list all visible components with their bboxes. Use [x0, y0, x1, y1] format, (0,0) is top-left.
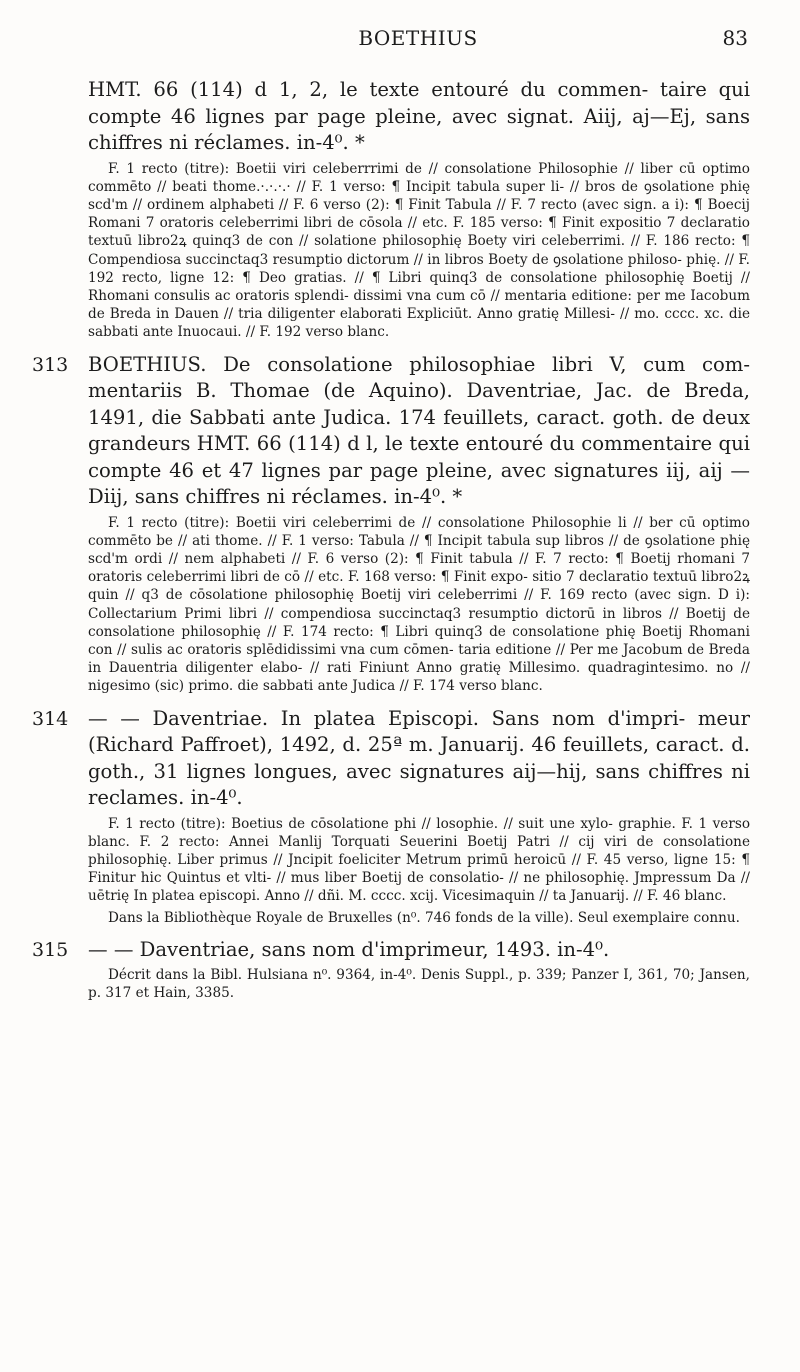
running-head — [88, 26, 748, 56]
entry-heading: BOETHIUS. De consolatione philosophiae libri V, cum com- mentariis B. Thomae (de Aquino). Daventriae, Jac. de Breda, 1491, die Sabbati ante Judica. 174 feuillets, caract. goth. de deux grandeurs HMT. 66 (114) d l, le texte entouré du commentaire qui compte 46 et 47 lignes par page pleine, avec signatures iij, aij —Diij, sans chiffres ni réclames. in-4⁰. * — [88, 352, 750, 509]
entry-number: 315 — [32, 938, 69, 961]
entry-description: F. 1 recto (titre): Boetius de cōsolatione phi // losophie. // suit une xylo- graphie. F. 1 verso blanc. F. 2 recto: Annei Manlij Torquati Seuerini Boetij Patri // cij viri de consolatione philosophię. Liber primus // Jncipit foeliciter Metrum primū heroicū // F. 45 verso, ligne 15: ¶ Finitur hic Quintus et vlti- // mus liber Boetij de consolatio- // ne philosophię. Jmpressum Da // uētrię In platea episcopi. Anno // dñi. M. cccc. xcij. Vicesimaquin // ta Januarij. // F. 46 blanc. — [88, 815, 750, 905]
entry-number: 314 — [32, 707, 69, 730]
entry-314 — [32, 706, 750, 927]
entry-heading: — — Daventriae. In platea Episcopi. Sans nom d'impri- meur (Richard Paffroet), 1492, d. 25ª m. Januarij. 46 feuillets, caract. d. goth., 31 lignes longues, avec signatures aij—hij, sans chiffres ni reclames. in-4⁰. — [88, 706, 750, 810]
entry-description: F. 1 recto (titre): Boetii viri celeberrimi de // consolatione Philosophie li // ber cū optimo commēto be // ati thome. // F. 1 verso: Tabula // ¶ Incipit tabula sup libros // de ꝯsolatione phię scd'm ordi // nem alphabeti // F. 6 verso (2): ¶ Finit tabula // F. 7 recto: ¶ Boetij rhomani 7 oratoris celeberrimi libri de cō // etc. F. 168 verso: ¶ Finit expo- sitio 7 declaratio textuū libro2ꝝ quin // q3 de cōsolatione philosophię Boetij viri celeberrimi // F. 169 recto (avec sign. D i): Collectarium Primi libri // compendiosa succinctaq3 resumptio dictorū in libros // Boetij de consolatione philosophię // F. 174 recto: ¶ Libri quinq3 de consolatione phię Boetij Rhomani con // sulis ac oratoris splēdidissimi vna cum cōmen- taria editione // Per me Jacobum de Breda in Dauentria diligenter elabo- // rati Finiunt Anno gratię Millesimo. quadragintesimo. no // nigesimo (sic) primo. die sabbati ante Judica // F. 174 verso blanc. — [88, 514, 750, 695]
entry-315 — [32, 937, 750, 1003]
running-title: BOETHIUS — [358, 26, 478, 50]
entry-description: Décrit dans la Bibl. Hulsiana n⁰. 9364, in-4⁰. Denis Suppl., p. 339; Panzer I, 361, 70; Jansen, p. 317 et Hain, 3385. — [88, 967, 750, 1002]
entry-heading: — — Daventriae, sans nom d'imprimeur, 1493. in-4⁰. — [88, 937, 610, 961]
page-body — [32, 77, 750, 1003]
entry-note: Dans la Bibliothèque Royale de Bruxelles (n⁰. 746 fonds de la ville). Seul exemplaire connu. — [108, 909, 740, 926]
entry-heading: HMT. 66 (114) d 1, 2, le texte entouré du commen- taire qui compte 46 lignes par page pleine, avec signat. Aiij, aj—Ej, sans chiffres ni réclames. in-4⁰. * — [88, 78, 750, 154]
entry-description: F. 1 recto (titre): Boetii viri celeberrrimi de // consolatione Philosophie // liber cū optimo commēto // beati thome.·.·.·.· // F. 1 verso: ¶ Incipit tabula super li- // bros de ꝯsolatione phię scd'm // ordinem alphabeti // F. 6 verso (2): ¶ Finit Tabula // F. 7 recto (avec sign. a i): ¶ Boecij Romani 7 oratoris celeberrimi libri de cōsola // etc. F. 185 verso: ¶ Finit expositio 7 declaratio textuū libro2ꝝ quinq3 de con // solatione philosophię Boety viri celeberrimi. // F. 186 recto: ¶ Compendiosa succinctaq3 resumptio dictorum // in libros Boety de ꝯsolatione philoso- phię. // F. 192 recto, ligne 12: ¶ Deo gratias. // ¶ Libri quinq3 de consolatione philosophię Boetij // Rhomani consulis ac oratoris splendi- dissimi vna cum cō // mentaria editione: per me Iacobum de Breda in Dauen // tria diligenter elaborati Expliciūt. Anno gratię Millesi- // mo. cccc. xc. die sabbati ante Inuocaui. // F. 192 verso blanc. — [88, 160, 750, 341]
intro-entry — [88, 77, 750, 342]
entry-313 — [32, 352, 750, 696]
page-number: 83 — [722, 26, 748, 50]
entry-number: 313 — [32, 353, 69, 376]
